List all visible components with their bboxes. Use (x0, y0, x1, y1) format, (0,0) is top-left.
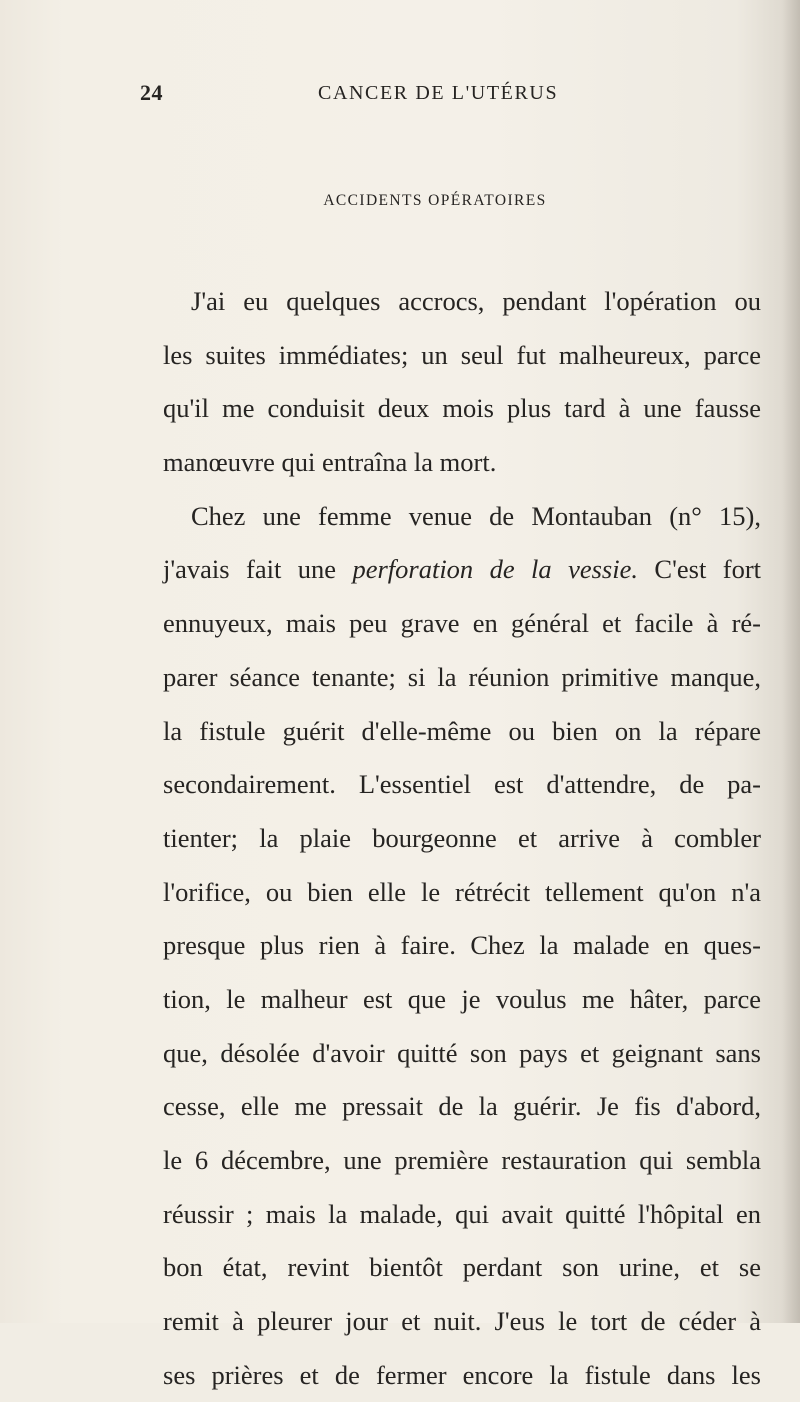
text-line: l'orifice, ou bien elle le rétrécit tellement qu'on n'a (163, 876, 761, 907)
italic-term: perforation de la vessie. (352, 554, 638, 585)
text-line: la fistule guérit d'elle-même ou bien on la répare (163, 715, 761, 746)
text-line: qu'il me conduisit deux mois plus tard à une fausse (163, 393, 761, 424)
running-head (140, 80, 780, 114)
text-line: secondairement. L'essentiel est d'attendre, de pa- (163, 769, 761, 800)
body-text (163, 275, 761, 1402)
page-number: 24 (140, 80, 163, 105)
section-heading: ACCIDENTS OPÉRATOIRES (323, 192, 547, 209)
text-line: les suites immédiates; un seul fut malheureux, parce (163, 339, 761, 370)
text-line: Chez une femme venue de Montauban (n° 15), (191, 500, 761, 531)
text-line: ennuyeux, mais peu grave en général et facile à ré- (163, 608, 761, 639)
text-span: j'avais fait une (163, 554, 353, 585)
text-line: presque plus rien à faire. Chez la malade en ques- (163, 930, 761, 961)
text-line: réussir ; mais la malade, qui avait quitté l'hôpital en (163, 1198, 761, 1229)
text-line: tion, le malheur est que je voulus me hâter, parce (163, 983, 761, 1014)
text-line: remit à pleurer jour et nuit. J'eus le tort de céder à (163, 1306, 761, 1337)
text-line-with-italic (163, 543, 761, 597)
text-line: manœuvre qui entraîna la mort. (163, 447, 497, 478)
text-line: que, désolée d'avoir quitté son pays et geignant sans (163, 1037, 761, 1068)
text-line: ses prières et de fermer encore la fistule dans les (163, 1359, 761, 1390)
text-span: C'est fort (638, 554, 762, 585)
text-line: parer séance tenante; si la réunion primitive manque, (163, 661, 761, 692)
running-title: CANCER DE L'UTÉRUS (318, 82, 559, 104)
text-line: cesse, elle me pressait de la guérir. Je fis d'abord, (163, 1091, 761, 1122)
text-line: le 6 décembre, une première restauration qui sembla (163, 1145, 761, 1175)
text-line: tienter; la plaie bourgeonne et arrive à combler (163, 822, 761, 853)
text-line: bon état, revint bientôt perdant son urine, et se (163, 1252, 761, 1283)
text-line: J'ai eu quelques accrocs, pendant l'opération ou (191, 286, 761, 316)
